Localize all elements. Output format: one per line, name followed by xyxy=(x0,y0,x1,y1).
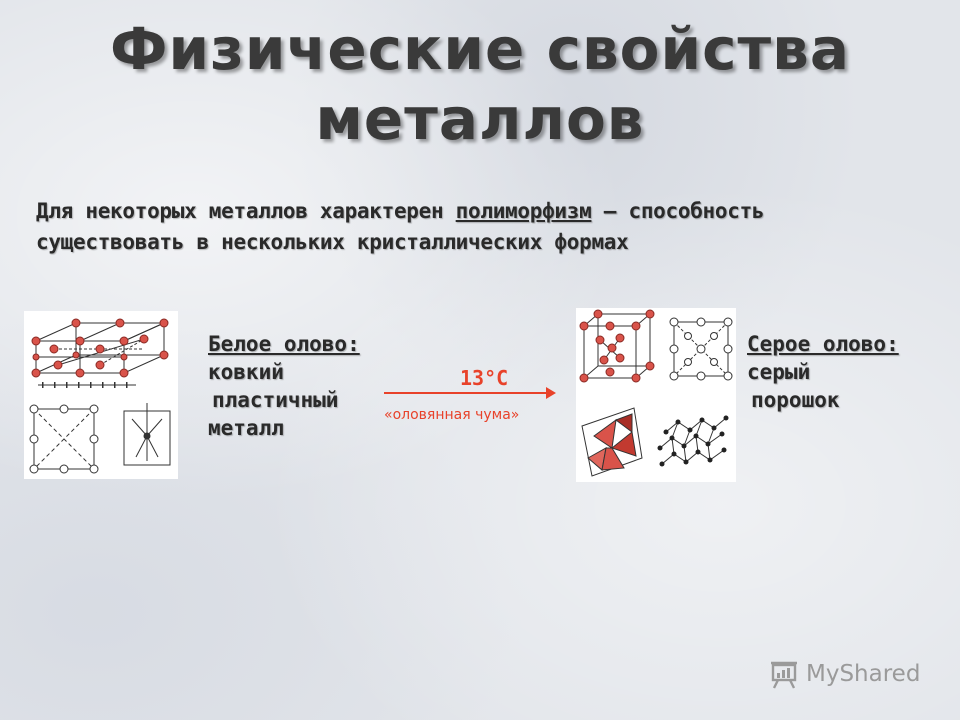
tin-plague-label: «оловянная чума» xyxy=(384,407,520,423)
intro-paragraph xyxy=(36,196,916,258)
white-tin-heading: Белое олово: xyxy=(208,332,360,356)
transition-temperature: 13°C xyxy=(460,366,509,390)
title-line-2: металлов xyxy=(315,85,645,153)
transition-arrow xyxy=(384,392,550,394)
white-tin-structure-image xyxy=(24,311,178,479)
gray-tin-line: серый xyxy=(747,360,811,384)
intro-text-before: Для некоторых металлов характерен xyxy=(36,199,456,223)
brand-name: MyShared xyxy=(806,661,921,687)
title-line-1: Физические свойства xyxy=(110,15,850,83)
white-tin-line: ковкий xyxy=(208,360,284,384)
presentation-board-icon xyxy=(768,659,800,689)
gray-tin-structure-image xyxy=(576,308,736,482)
myshared-logo xyxy=(768,656,920,692)
white-tin-line: пластичный xyxy=(212,388,339,412)
gray-tin-heading: Серое олово: xyxy=(747,332,899,356)
gray-tin-line: порошок xyxy=(751,388,840,412)
white-tin-line: металл xyxy=(208,416,284,440)
gray-tin-description xyxy=(747,330,899,414)
white-tin-description xyxy=(208,330,360,442)
intro-text-after: – способность существовать в нескольких кристаллических формах xyxy=(36,199,765,254)
intro-term: полиморфизм xyxy=(455,199,592,223)
arrow-head-icon xyxy=(546,387,556,399)
slide-title xyxy=(0,14,960,154)
